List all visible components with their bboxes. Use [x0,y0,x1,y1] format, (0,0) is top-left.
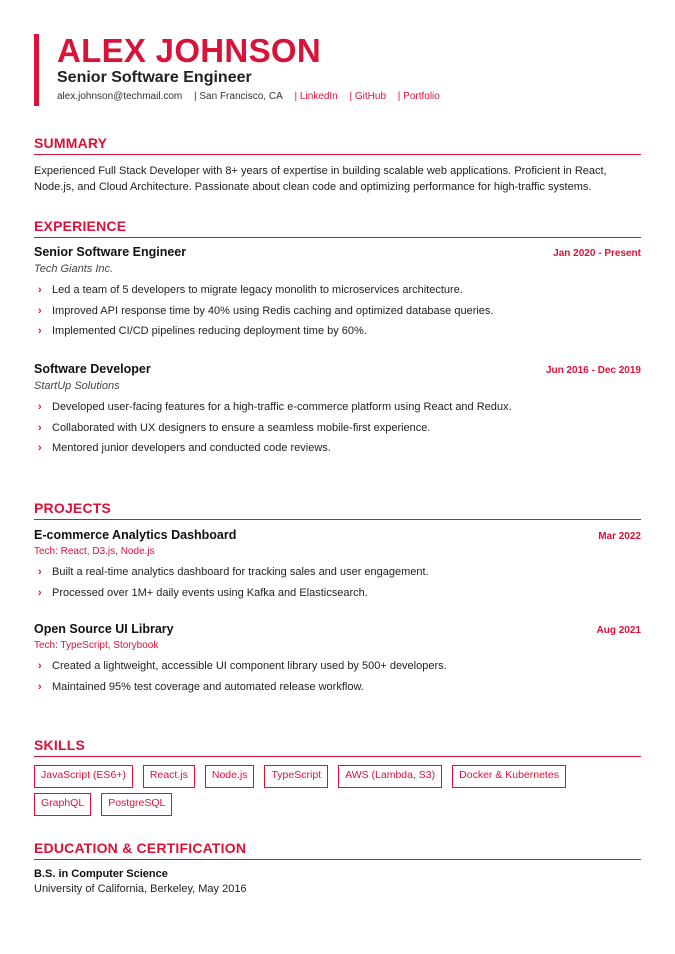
chevron-right-icon: › [38,586,42,599]
chevron-right-icon: › [38,442,42,454]
job-role: Senior Software Engineer [34,245,187,259]
list-item: › Improved API response time by 40% using Redis caching and optimized database queries. [38,304,494,317]
education-degree: B.S. in Computer Science [34,868,168,880]
project-date: Aug 2021 [596,625,641,636]
list-item: › Maintained 95% test coverage and automated release workflow. [38,680,364,693]
skill-tag: Node.js [205,765,255,788]
project-item [34,528,641,606]
skill-tag: PostgreSQL [101,793,172,816]
chevron-right-icon: › [38,421,42,434]
resume-header [34,34,644,106]
skill-tag: TypeScript [264,765,328,788]
chevron-right-icon: › [38,680,42,693]
project-tech: Tech: React, D3.js, Node.js [34,546,155,557]
section-heading-projects: PROJECTS [34,500,641,520]
list-item: › Created a lightweight, accessible UI component library used by 500+ developers. [38,660,447,672]
skill-tag: React.js [143,765,195,788]
list-item: › Implemented CI/CD pipelines reducing deployment time by 60%. [38,325,367,337]
list-item: › Mentored junior developers and conducted code reviews. [38,442,331,454]
chevron-right-icon: › [38,284,42,296]
experience-item [34,362,641,462]
job-date: Jun 2016 - Dec 2019 [545,365,641,376]
project-item [34,622,641,700]
job-company: StartUp Solutions [34,380,120,392]
list-item: › Built a real-time analytics dashboard for tracking sales and user engagement. [38,566,429,578]
job-company: Tech Giants Inc. [34,263,114,275]
section-heading-skills: SKILLS [34,737,641,757]
linkedin-link[interactable]: | LinkedIn [294,91,338,102]
skill-tag: GraphQL [34,793,91,816]
skill-tag: AWS (Lambda, S3) [338,765,442,788]
chevron-right-icon: › [38,304,42,317]
skills-list [34,765,641,821]
education-item [34,868,641,895]
chevron-right-icon: › [38,325,42,337]
github-link[interactable]: | GitHub [349,91,386,102]
candidate-title: Senior Software Engineer [57,69,252,86]
project-name: Open Source UI Library [34,622,174,636]
portfolio-link[interactable]: | Portfolio [397,91,440,102]
candidate-name: ALEX JOHNSON [57,32,321,69]
project-name: E-commerce Analytics Dashboard [34,528,237,542]
list-item: › Developed user-facing features for a high-traffic e-commerce platform using React and Redux. [38,401,512,413]
job-date: Jan 2020 - Present [553,248,641,259]
skill-tag: JavaScript (ES6+) [34,765,133,788]
list-item: › Processed over 1M+ daily events using Kafka and Elasticsearch. [38,586,368,599]
chevron-right-icon: › [38,566,42,578]
list-item: › Led a team of 5 developers to migrate legacy monolith to microservices architecture. [38,284,463,296]
chevron-right-icon: › [38,660,42,672]
section-heading-education: EDUCATION & CERTIFICATION [34,840,641,860]
education-school: University of California, Berkeley, May 2016 [34,883,247,895]
location-text: | San Francisco, CA [194,91,283,102]
project-tech: Tech: TypeScript, Storybook [34,640,159,651]
contact-line [57,91,449,102]
section-heading-experience: EXPERIENCE [34,218,641,238]
email-link[interactable]: alex.johnson@techmail.com [57,91,183,102]
section-heading-summary: SUMMARY [34,135,641,155]
experience-item [34,245,641,345]
project-date: Mar 2022 [598,531,641,542]
job-role: Software Developer [34,362,151,376]
skill-tag: Docker & Kubernetes [452,765,566,788]
chevron-right-icon: › [38,401,42,413]
summary-text: Experienced Full Stack Developer with 8+ years of expertise in building scalable web applications. Proficient in React, Node.js, and Cloud Architecture. Passionate about clean code and optimizing performance for high-traffic systems. [34,165,607,193]
list-item: › Collaborated with UX designers to ensure a seamless mobile-first experience. [38,421,431,434]
